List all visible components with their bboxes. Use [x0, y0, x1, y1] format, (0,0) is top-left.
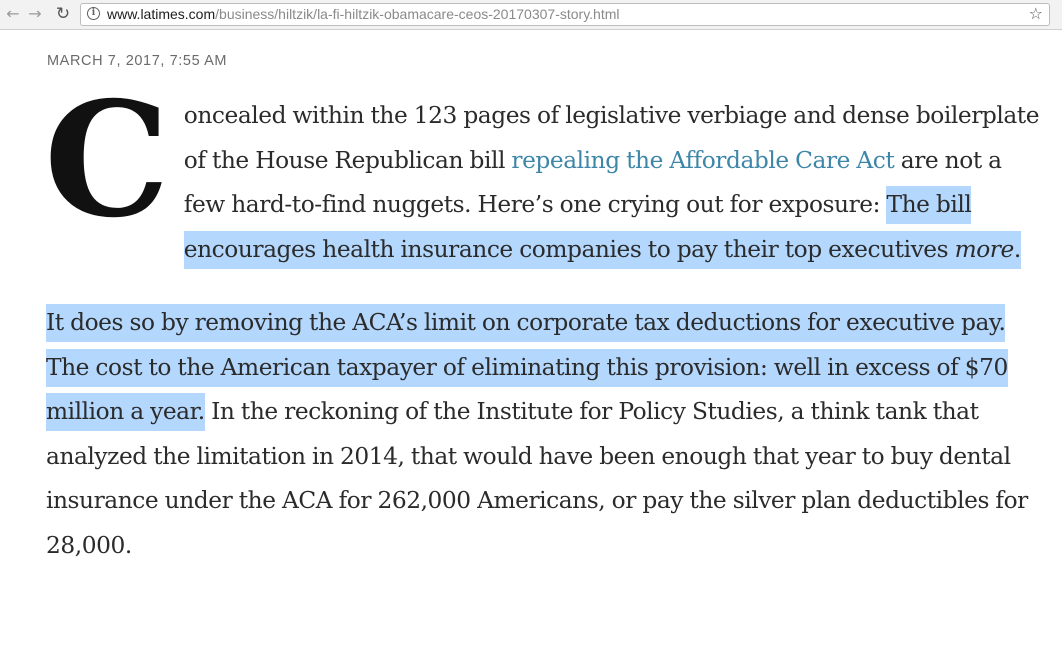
back-arrow-icon[interactable]: ← [6, 4, 20, 23]
browser-toolbar [0, 0, 1062, 30]
selected-text-2: It does so by removing the ACA’s limit on corporate tax deductions for executive pay. The cost to the American taxpayer of eliminating this provision: well in excess of $70 million a year. [46, 304, 1008, 431]
article-body [44, 68, 1046, 568]
p1-highlight-a: The bill encourages health insurance companies to pay their top executives [183, 191, 972, 263]
forward-arrow-icon[interactable]: → [28, 4, 42, 23]
p1-text-a: oncealed within the 123 pages of legislative verbiage and dense boilerplate of the House Republican bill [183, 102, 1040, 174]
article-paragraph-2 [46, 301, 1046, 568]
p1-text-b: are not a few hard-to-find nuggets. Here’s one crying out for exposure: [183, 146, 1002, 218]
site-info-icon[interactable]: i [87, 7, 100, 20]
article-dateline: MARCH 7, 2017, 7:55 AM [47, 53, 228, 69]
drop-cap: C [44, 68, 170, 253]
p2-text: In the reckoning of the Institute for Policy Studies, a think tank that analyzed the limitation in 2014, that would have been enough that year to buy dental insurance under the ACA for 262,000 Americans, or pay the silver plan deductibles for 28,000. [46, 398, 1028, 559]
url-path: /business/hiltzik/la-fi-hiltzik-obamacare-ceos-20170307-story.html [215, 6, 620, 22]
url-text[interactable] [107, 6, 620, 22]
address-bar[interactable] [80, 3, 1050, 26]
article-paragraph-1 [44, 68, 1046, 272]
repeal-aca-link[interactable]: repealing the Affordable Care Act [511, 146, 895, 174]
url-host: www.latimes.com [107, 6, 216, 22]
bookmark-star-icon[interactable]: ☆ [1028, 4, 1043, 23]
p1-highlight-b: . [1013, 235, 1021, 263]
reload-icon[interactable]: ↻ [55, 3, 71, 24]
p1-highlight-em: more [954, 235, 1014, 263]
